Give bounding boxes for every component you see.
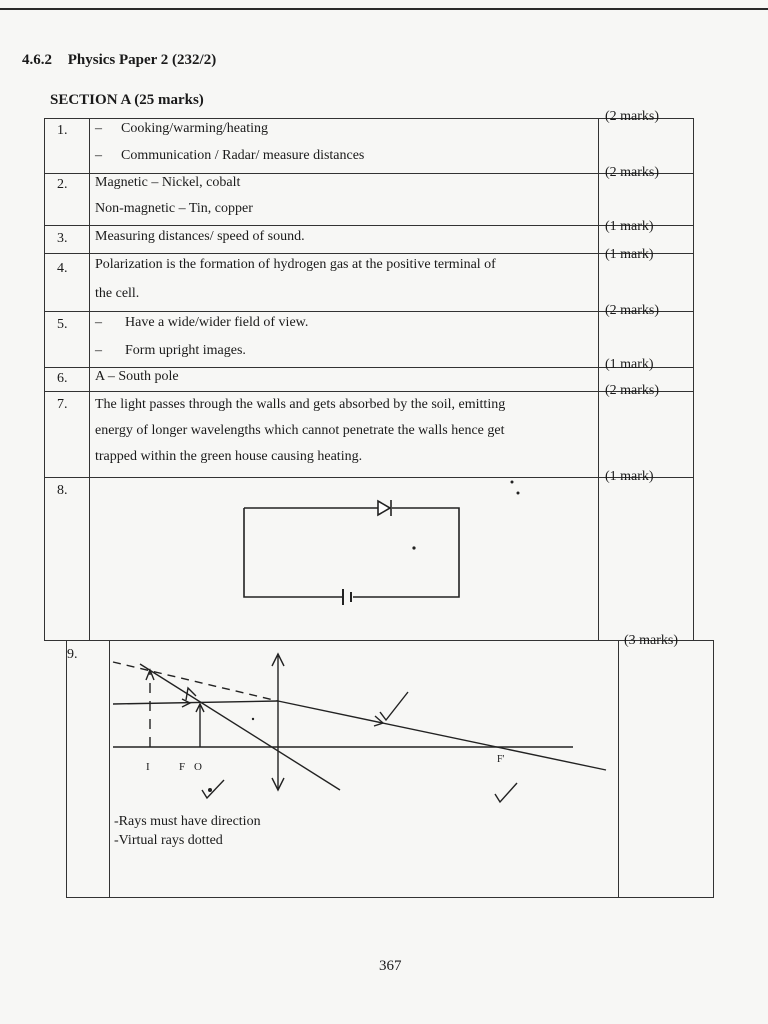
note-line: -Rays must have direction bbox=[114, 814, 261, 829]
table-row bbox=[45, 469, 693, 640]
row-number: 2. bbox=[57, 177, 68, 192]
marks-label: (2 marks) bbox=[605, 109, 660, 124]
answer-text: A – South pole bbox=[95, 369, 179, 384]
answer-text: Polarization is the formation of hydrogen gas at the positive terminal of bbox=[95, 257, 496, 272]
row-number: 6. bbox=[57, 371, 68, 386]
marks-label: (1 mark) bbox=[605, 357, 654, 372]
row-number: 4. bbox=[57, 261, 68, 276]
row-number-cell bbox=[45, 173, 90, 225]
answer-text: Communication / Radar/ measure distances bbox=[121, 148, 365, 163]
marks-label: (1 mark) bbox=[605, 219, 654, 234]
marks-label: (2 marks) bbox=[605, 303, 660, 318]
heading-title: Physics Paper 2 (232/2) bbox=[67, 52, 217, 68]
marks-cell bbox=[598, 383, 694, 477]
q9-num-divider bbox=[109, 641, 110, 897]
note-line: -Virtual rays dotted bbox=[114, 833, 223, 848]
table-row bbox=[45, 165, 693, 226]
answer-table bbox=[44, 109, 694, 641]
answer-text: energy of longer wavelengths which cannot penetrate the walls hence get bbox=[95, 423, 505, 438]
marks-label: (1 mark) bbox=[605, 247, 654, 262]
row-number: 7. bbox=[57, 397, 68, 412]
page-number: 367 bbox=[379, 958, 402, 974]
answer-text: the cell. bbox=[95, 286, 140, 301]
q9-marks-divider bbox=[618, 641, 619, 897]
row-number: 8. bbox=[57, 483, 68, 498]
label-image: I bbox=[146, 761, 150, 773]
answer-line bbox=[95, 343, 246, 359]
dash: – bbox=[95, 343, 102, 358]
row-number: 3. bbox=[57, 231, 68, 246]
answer-line bbox=[95, 121, 268, 137]
table-row bbox=[45, 219, 693, 254]
table-row bbox=[45, 383, 693, 478]
top-rule bbox=[0, 8, 768, 10]
row-number-cell bbox=[45, 253, 90, 311]
answer-text: Cooking/warming/heating bbox=[121, 121, 268, 136]
row-number-cell bbox=[45, 311, 90, 367]
answer-text: trapped within the green house causing heating. bbox=[95, 449, 363, 464]
marks-label: (2 marks) bbox=[605, 165, 660, 180]
section-title: SECTION A (25 marks) bbox=[50, 92, 204, 108]
row-number-cell bbox=[45, 477, 90, 640]
row-number-cell bbox=[45, 119, 90, 173]
marks-label: (1 mark) bbox=[605, 469, 654, 484]
table-row bbox=[45, 303, 693, 368]
row-number: 5. bbox=[57, 317, 68, 332]
answer-text: Have a wide/wider field of view. bbox=[125, 315, 309, 330]
dash: – bbox=[95, 148, 102, 163]
answer-text: Magnetic – Nickel, cobalt bbox=[95, 175, 241, 190]
table-row bbox=[45, 247, 693, 312]
row-number-cell bbox=[45, 225, 90, 253]
page-heading bbox=[22, 52, 216, 69]
table-row bbox=[45, 357, 693, 392]
marks-cell bbox=[598, 165, 694, 225]
label-focus: F bbox=[179, 761, 186, 773]
row-number-cell bbox=[45, 391, 90, 477]
table-row bbox=[45, 109, 693, 174]
answer-text: The light passes through the walls and gets absorbed by the soil, emitting bbox=[95, 397, 506, 412]
marks-label: (2 marks) bbox=[605, 383, 660, 398]
q9-table bbox=[66, 633, 714, 898]
row-number: 9. bbox=[67, 647, 78, 662]
marks-label: (3 marks) bbox=[624, 633, 679, 648]
dash: – bbox=[95, 121, 102, 136]
answer-text: Measuring distances/ speed of sound. bbox=[95, 229, 305, 244]
dash: – bbox=[95, 315, 102, 330]
answer-line bbox=[95, 148, 364, 164]
heading-number: 4.6.2 bbox=[22, 52, 52, 68]
row-number-cell bbox=[45, 367, 90, 391]
answer-text: Non-magnetic – Tin, copper bbox=[95, 201, 253, 216]
row-number: 1. bbox=[57, 123, 68, 138]
answer-text: Form upright images. bbox=[125, 343, 246, 358]
answer-line bbox=[95, 315, 308, 331]
label-object: O bbox=[194, 761, 202, 773]
marks-cell bbox=[598, 469, 694, 640]
label-focus-prime: F' bbox=[497, 754, 505, 765]
